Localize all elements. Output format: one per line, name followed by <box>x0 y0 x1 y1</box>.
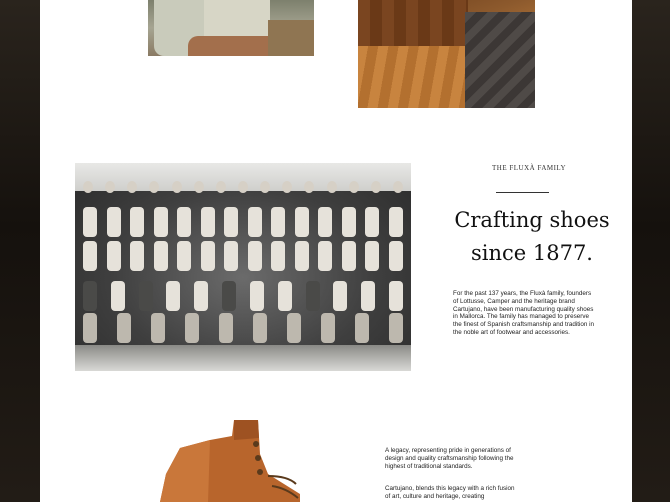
background-left <box>0 0 40 502</box>
leather-boot-image <box>160 414 300 502</box>
headline-line-2: since 1877. <box>470 241 593 265</box>
page-content[interactable] <box>40 0 632 502</box>
legacy-paragraph-1: A legacy, representing pride in generations of design and quality craftsmanship following the highest of traditional standards. <box>385 447 514 470</box>
workshop-floor-photo <box>358 0 535 108</box>
workshop-hands-photo <box>148 0 314 56</box>
background-right <box>632 0 670 502</box>
headline-line-1: Crafting shoes <box>454 208 610 232</box>
section-eyebrow-label: THE FLUXÀ FAMILY <box>492 164 567 172</box>
legacy-paragraph-2: Cartujano, blends this legacy with a rich fusion of art, culture and heritage, creating <box>385 485 515 500</box>
divider-line <box>496 192 549 193</box>
family-historic-photo <box>75 163 411 371</box>
family-description: For the past 137 years, the Fluxà family, founders of Lottusse, Camper and the heritage brand Cartujano, have been manufacturing quality shoes in Mallorca. The family has managed to preserve the finest of Spanish craftsmanship and tradition in the noble art of footwear and accessories. <box>453 290 595 336</box>
section-headline <box>452 204 612 270</box>
